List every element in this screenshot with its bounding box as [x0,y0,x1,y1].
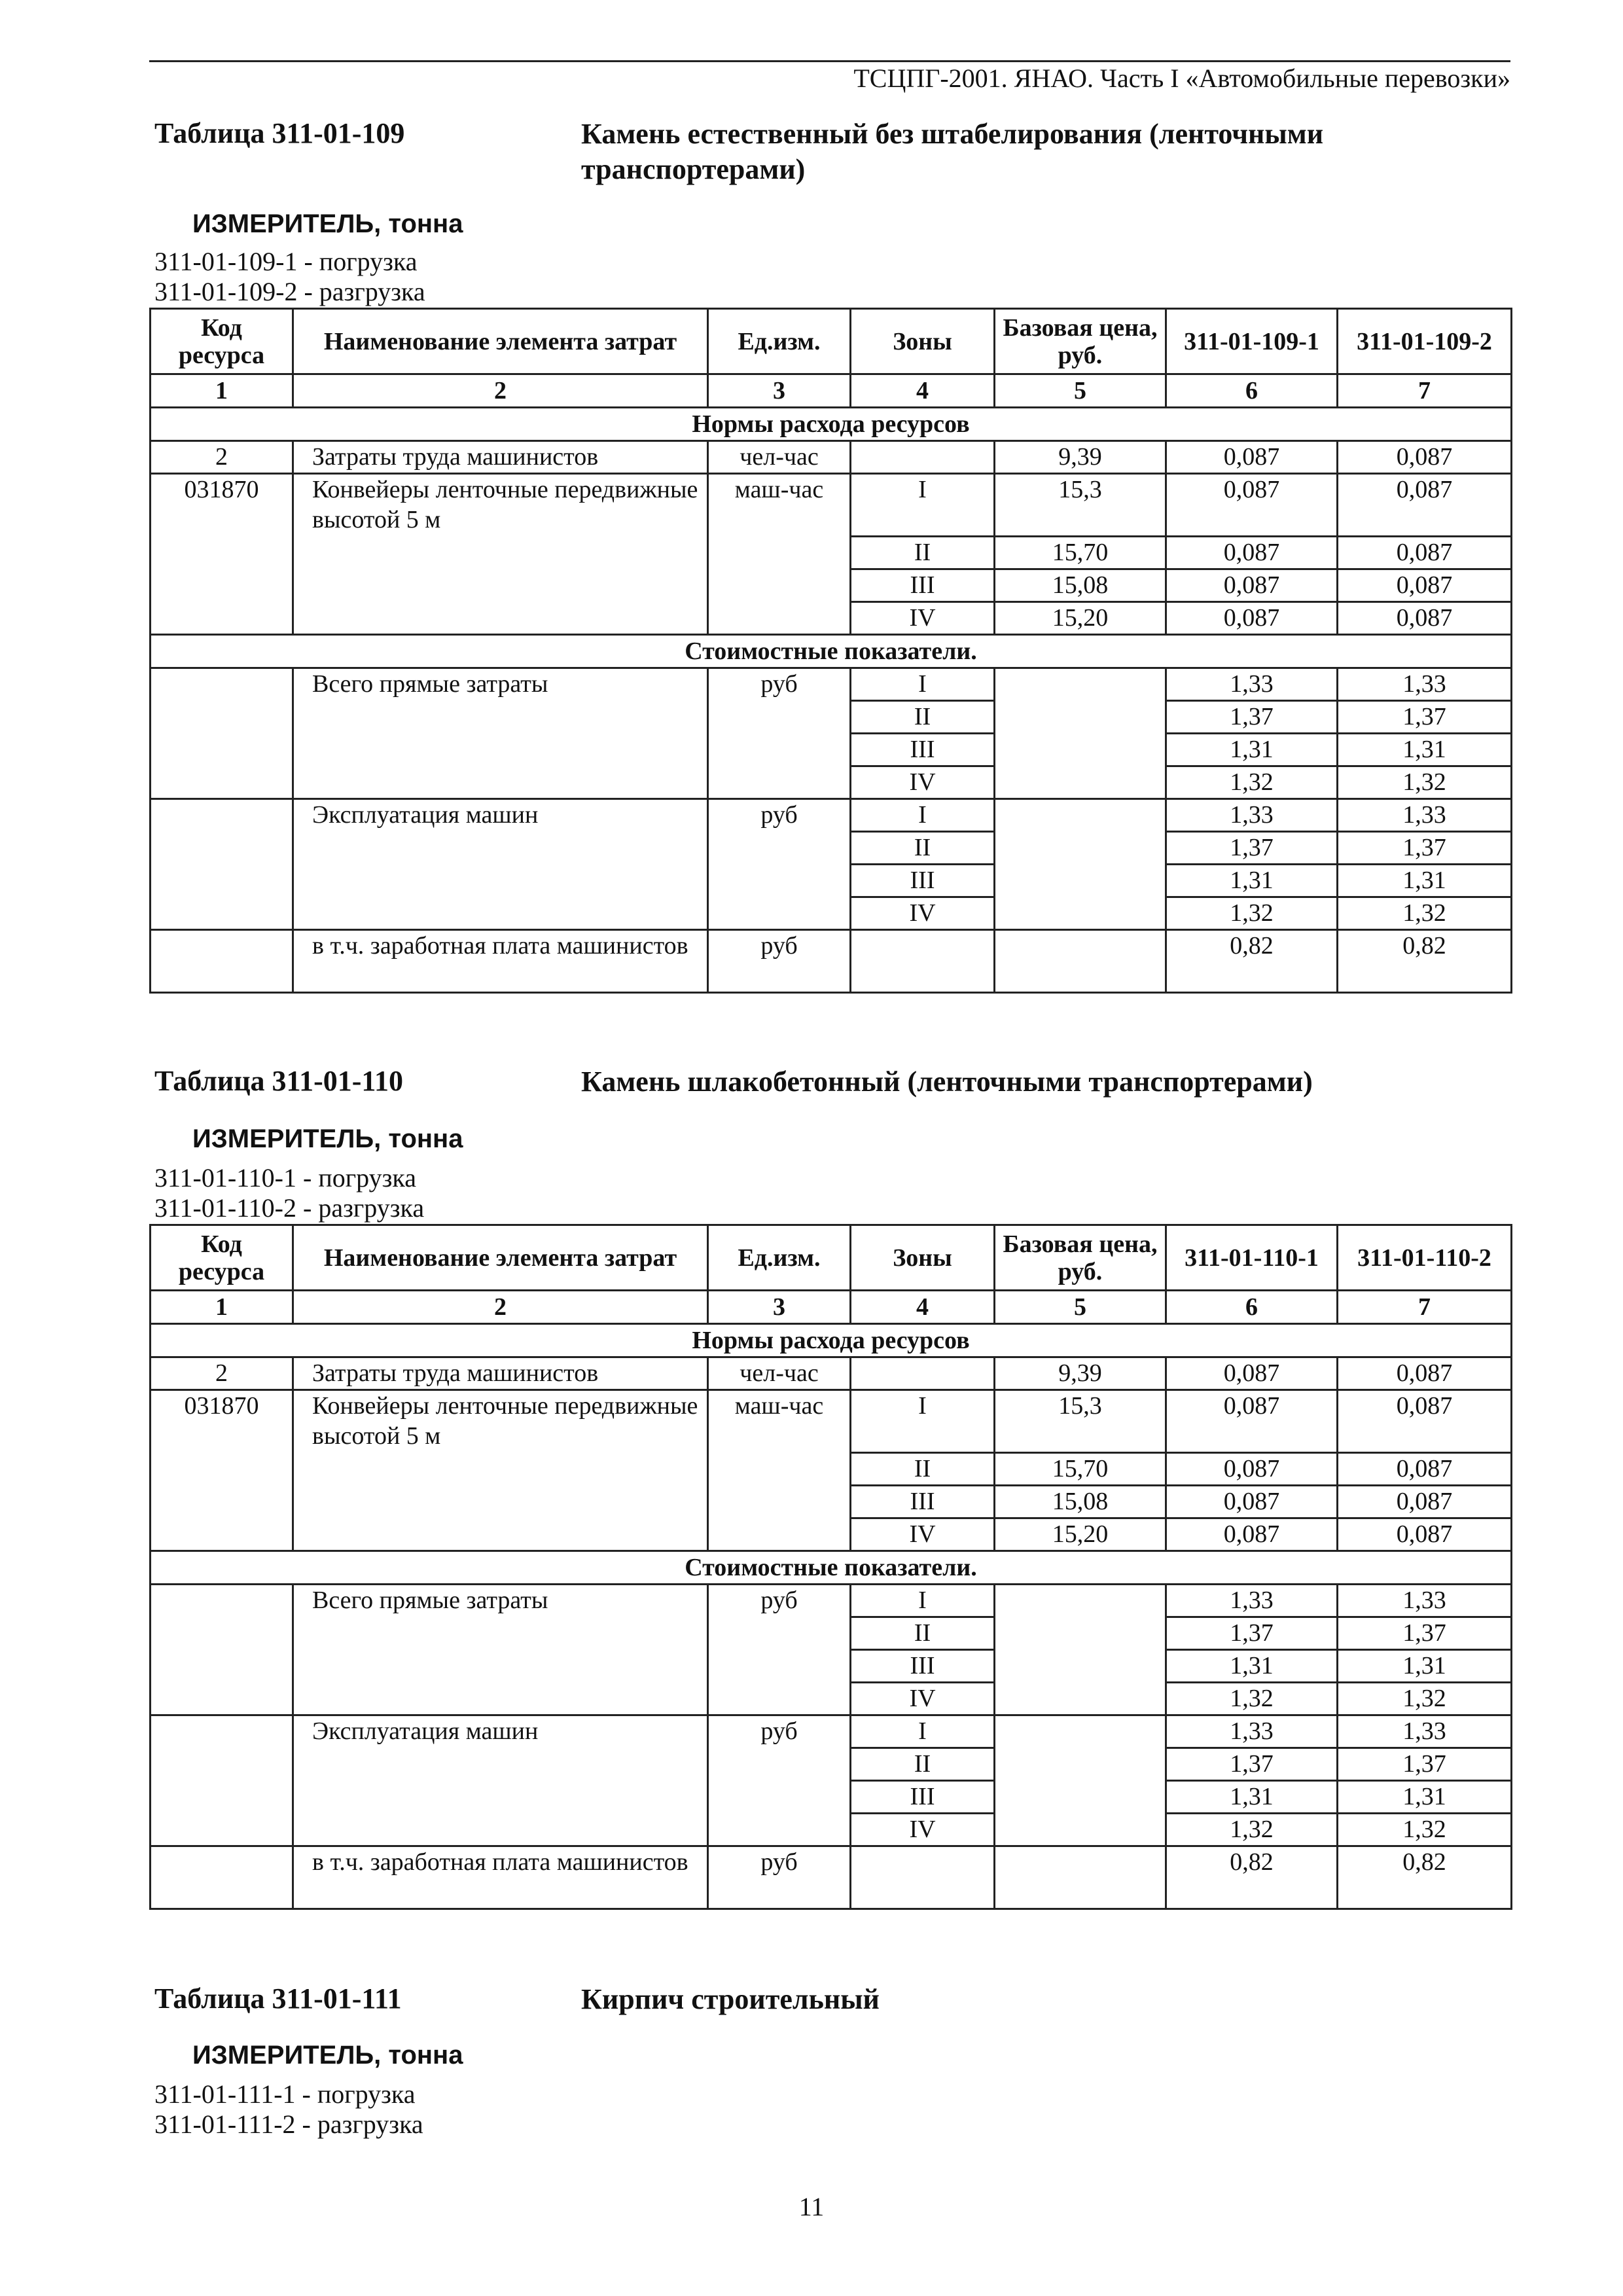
zone: III [851,569,995,602]
zone: IV [851,1683,995,1715]
section-norms-title: Нормы расхода ресурсов [151,1324,1512,1357]
column-number-row [151,1291,1512,1324]
header-zones: Зоны [851,309,995,374]
column-number: 5 [995,1291,1166,1324]
value-1: 1,32 [1166,1683,1338,1715]
value-2: 0,087 [1338,1357,1512,1390]
zone: IV [851,1518,995,1551]
value-1: 0,087 [1166,1357,1338,1390]
base-price [995,1846,1166,1909]
value-1: 1,31 [1166,734,1338,766]
table-number: Таблица 311-01-111 [154,1982,402,2015]
unit: чел-час [708,441,851,474]
table-row [151,668,1512,701]
cost-element-name: Эксплуатация машин [293,799,708,930]
header-base-price: Базовая цена, руб. [995,1225,1166,1291]
resource-code [151,930,293,993]
value-2: 1,31 [1338,865,1512,897]
zone-cell [851,441,995,474]
unit: руб [708,930,851,993]
base-price [995,1585,1166,1715]
cost-element-name: в т.ч. заработная плата машинистов [293,1846,708,1909]
column-number: 3 [708,1291,851,1324]
header-code-2: 311-01-110-2 [1338,1225,1512,1291]
resource-code [151,799,293,930]
resource-code: 2 [151,441,293,474]
zone-cell [851,1357,995,1390]
column-number: 1 [151,374,293,408]
zone: III [851,734,995,766]
table-row [151,1357,1512,1390]
zone: II [851,1453,995,1486]
base-price [995,1715,1166,1846]
cost-element-name: Затраты труда машинистов [293,441,708,474]
section-row [151,635,1512,668]
page-number: 11 [798,2192,825,2221]
zone: III [851,1781,995,1814]
value-1: 1,33 [1166,799,1338,832]
measure-unit: ИЗМЕРИТЕЛЬ, тонна [192,2041,463,2070]
variant-load: 311-01-111-1 - погрузка [154,2079,416,2109]
resource-code [151,1715,293,1846]
resource-code [151,1585,293,1715]
table-number: Таблица 311-01-110 [154,1065,403,1097]
table-title: Камень естественный без штабелирования (ленточными транспортерами) [581,118,1324,185]
unit: чел-час [708,1357,851,1390]
table-header-row [151,1225,1512,1291]
cost-element-name: Затраты труда машинистов [293,1357,708,1390]
header-unit: Ед.изм. [708,1225,851,1291]
value-2: 1,33 [1338,668,1512,701]
column-number: 6 [1166,1291,1338,1324]
zone: II [851,832,995,865]
value-2: 1,33 [1338,799,1512,832]
value-1: 0,087 [1166,441,1338,474]
table-row [151,1715,1512,1748]
value-1: 0,087 [1166,474,1338,537]
header-unit: Ед.изм. [708,309,851,374]
zone: II [851,1748,995,1781]
value-2: 0,087 [1338,1486,1512,1518]
value-1: 1,37 [1166,701,1338,734]
column-number: 7 [1338,374,1512,408]
value-1: 1,33 [1166,1585,1338,1617]
value-1: 0,087 [1166,1518,1338,1551]
value-1: 1,37 [1166,1748,1338,1781]
resource-code [151,668,293,799]
norms-table [149,308,1512,994]
value-2: 0,087 [1338,602,1512,635]
value-1: 0,82 [1166,930,1338,993]
zone: I [851,799,995,832]
base-price: 15,08 [995,569,1166,602]
section-row [151,408,1512,441]
header-base-price: Базовая цена, руб. [995,309,1166,374]
measure-unit: ИЗМЕРИТЕЛЬ, тонна [192,209,463,238]
value-1: 0,087 [1166,1390,1338,1453]
norms-table [149,1224,1512,1910]
zone: III [851,1650,995,1683]
zone-cell [851,930,995,993]
zone: I [851,474,995,537]
zone: IV [851,1814,995,1846]
unit: маш-час [708,1390,851,1551]
column-number: 4 [851,1291,995,1324]
value-2: 1,31 [1338,1650,1512,1683]
resource-code: 031870 [151,474,293,635]
zone: IV [851,766,995,799]
cost-element-name: Конвейеры ленточные передвижные высотой 5 м [293,1390,708,1551]
zone: I [851,668,995,701]
value-1: 0,087 [1166,602,1338,635]
column-number: 2 [293,374,708,408]
zone: III [851,1486,995,1518]
table-title: Кирпич строительный [581,1983,880,2015]
unit: руб [708,1846,851,1909]
column-number: 5 [995,374,1166,408]
value-2: 1,37 [1338,832,1512,865]
zone: IV [851,897,995,930]
header-resource-code: Код ресурса [151,1225,293,1291]
cost-element-name: Всего прямые затраты [293,1585,708,1715]
header-code-1: 311-01-109-1 [1166,309,1338,374]
unit: руб [708,1715,851,1846]
value-1: 1,32 [1166,766,1338,799]
zone: II [851,537,995,569]
resource-code: 2 [151,1357,293,1390]
column-number: 4 [851,374,995,408]
value-2: 1,31 [1338,734,1512,766]
unit: руб [708,668,851,799]
table-row [151,474,1512,537]
table-title: Камень шлакобетонный (ленточными транспортерами) [581,1066,1313,1098]
header-code-1: 311-01-110-1 [1166,1225,1338,1291]
zone: I [851,1715,995,1748]
header-resource-code: Код ресурса [151,309,293,374]
section-row [151,1551,1512,1585]
value-1: 1,32 [1166,1814,1338,1846]
value-2: 0,82 [1338,930,1512,993]
table-row [151,930,1512,993]
section-cost-title: Стоимостные показатели. [151,1551,1512,1585]
table-header-row [151,309,1512,374]
section-cost-title: Стоимостные показатели. [151,635,1512,668]
base-price: 9,39 [995,441,1166,474]
value-1: 1,37 [1166,1617,1338,1650]
variant-unload: 311-01-109-2 - разгрузка [154,277,425,306]
section-row [151,1324,1512,1357]
column-number: 2 [293,1291,708,1324]
unit: руб [708,1585,851,1715]
value-2: 0,087 [1338,1518,1512,1551]
variant-load: 311-01-109-1 - погрузка [154,247,418,276]
base-price [995,668,1166,799]
table-row [151,1585,1512,1617]
base-price: 15,20 [995,602,1166,635]
base-price: 9,39 [995,1357,1166,1390]
header-rule [149,60,1510,62]
measure-unit: ИЗМЕРИТЕЛЬ, тонна [192,1124,463,1153]
base-price: 15,08 [995,1486,1166,1518]
value-1: 1,31 [1166,1650,1338,1683]
cost-element-name: в т.ч. заработная плата машинистов [293,930,708,993]
value-1: 0,087 [1166,569,1338,602]
header-cost-element: Наименование элемента затрат [293,309,708,374]
value-2: 0,087 [1338,537,1512,569]
value-1: 1,37 [1166,832,1338,865]
value-2: 0,087 [1338,474,1512,537]
value-2: 0,087 [1338,1453,1512,1486]
cost-element-name: Эксплуатация машин [293,1715,708,1846]
variant-load: 311-01-110-1 - погрузка [154,1163,416,1193]
value-2: 1,32 [1338,897,1512,930]
table-row [151,441,1512,474]
table-row [151,1390,1512,1453]
value-2: 1,32 [1338,766,1512,799]
value-2: 1,37 [1338,1748,1512,1781]
zone: IV [851,602,995,635]
header-zones: Зоны [851,1225,995,1291]
table-row [151,799,1512,832]
zone: II [851,1617,995,1650]
value-2: 0,087 [1338,1390,1512,1453]
value-2: 0,087 [1338,569,1512,602]
value-2: 0,82 [1338,1846,1512,1909]
unit: маш-час [708,474,851,635]
value-1: 0,82 [1166,1846,1338,1909]
zone: I [851,1390,995,1453]
value-1: 0,087 [1166,1486,1338,1518]
cost-element-name: Всего прямые затраты [293,668,708,799]
value-2: 1,33 [1338,1715,1512,1748]
header-code-2: 311-01-109-2 [1338,309,1512,374]
base-price [995,799,1166,930]
table-number: Таблица 311-01-109 [154,117,405,149]
value-1: 1,32 [1166,897,1338,930]
header-cost-element: Наименование элемента затрат [293,1225,708,1291]
value-2: 1,31 [1338,1781,1512,1814]
variant-unload: 311-01-110-2 - разгрузка [154,1193,425,1223]
zone: III [851,865,995,897]
table-row [151,1846,1512,1909]
section-norms-title: Нормы расхода ресурсов [151,408,1512,441]
column-number: 3 [708,374,851,408]
value-2: 1,32 [1338,1814,1512,1846]
base-price: 15,3 [995,1390,1166,1453]
cost-element-name: Конвейеры ленточные передвижные высотой 5 м [293,474,708,635]
base-price: 15,70 [995,1453,1166,1486]
column-number: 6 [1166,374,1338,408]
zone: I [851,1585,995,1617]
value-2: 1,32 [1338,1683,1512,1715]
base-price: 15,20 [995,1518,1166,1551]
column-number: 7 [1338,1291,1512,1324]
variant-unload: 311-01-111-2 - разгрузка [154,2109,423,2139]
zone: II [851,701,995,734]
value-2: 1,33 [1338,1585,1512,1617]
value-2: 1,37 [1338,701,1512,734]
base-price: 15,70 [995,537,1166,569]
value-1: 0,087 [1166,537,1338,569]
value-2: 1,37 [1338,1617,1512,1650]
value-1: 0,087 [1166,1453,1338,1486]
resource-code [151,1846,293,1909]
value-1: 1,31 [1166,1781,1338,1814]
zone-cell [851,1846,995,1909]
base-price: 15,3 [995,474,1166,537]
unit: руб [708,799,851,930]
running-header: ТСЦПГ-2001. ЯНАО. Часть I «Автомобильные перевозки» [853,63,1510,93]
value-1: 1,31 [1166,865,1338,897]
resource-code: 031870 [151,1390,293,1551]
column-number-row [151,374,1512,408]
column-number: 1 [151,1291,293,1324]
value-2: 0,087 [1338,441,1512,474]
value-1: 1,33 [1166,668,1338,701]
base-price [995,930,1166,993]
value-1: 1,33 [1166,1715,1338,1748]
